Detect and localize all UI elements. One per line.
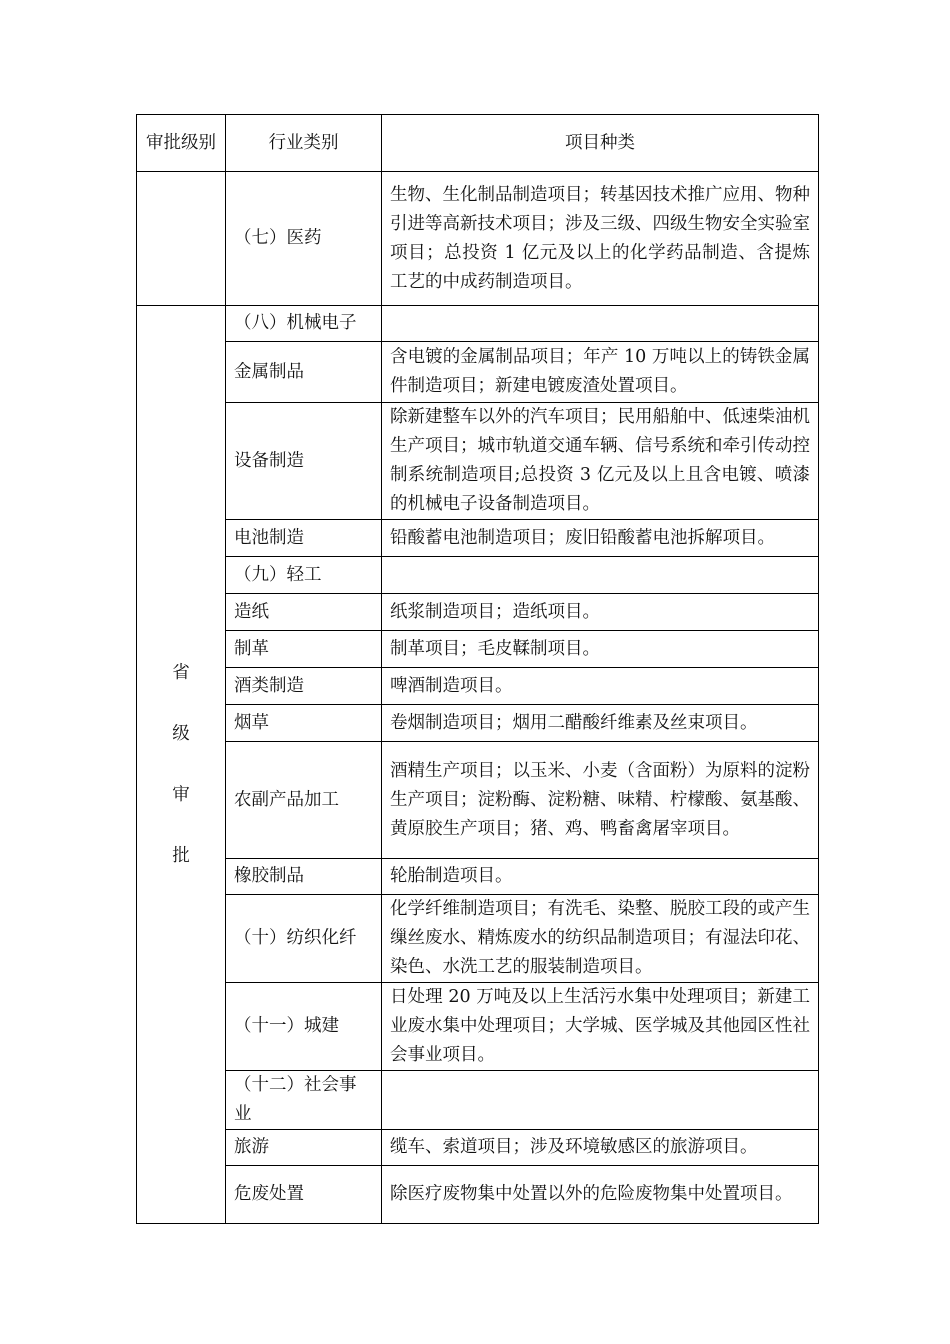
table-row: [137, 983, 819, 1071]
projects-cell: 轮胎制造项目。: [382, 859, 819, 895]
header-projects: 项目种类: [382, 115, 819, 172]
table-row: [137, 1166, 819, 1224]
table-row: [137, 631, 819, 668]
industry-cell: 橡胶制品: [226, 859, 382, 895]
level-char: 审: [172, 784, 190, 805]
projects-cell: [382, 306, 819, 342]
table-row: [137, 306, 819, 342]
approval-table: [136, 114, 819, 1224]
table-row: [137, 520, 819, 557]
industry-cell: 危废处置: [226, 1166, 382, 1224]
industry-cell: 酒类制造: [226, 668, 382, 705]
level-cell-top: [137, 172, 226, 306]
header-industry: 行业类别: [226, 115, 382, 172]
projects-cell: 含电镀的金属制品项目；年产 10 万吨以上的铸铁金属件制造项目；新建电镀废渣处置项目。: [382, 342, 819, 403]
industry-cell: 农副产品加工: [226, 742, 382, 859]
table-header-row: [137, 115, 819, 172]
industry-cell: 金属制品: [226, 342, 382, 403]
level-char: 级: [172, 723, 190, 744]
table-row: [137, 403, 819, 520]
projects-cell: 啤酒制造项目。: [382, 668, 819, 705]
level-cell-provincial: [137, 306, 226, 1224]
level-char: 省: [172, 662, 190, 683]
industry-cell: （十二）社会事业: [226, 1071, 382, 1130]
projects-cell: 铅酸蓄电池制造项目；废旧铅酸蓄电池拆解项目。: [382, 520, 819, 557]
projects-cell: 卷烟制造项目；烟用二醋酸纤维素及丝束项目。: [382, 705, 819, 742]
industry-cell: 设备制造: [226, 403, 382, 520]
projects-cell: [382, 557, 819, 594]
table-row: [137, 557, 819, 594]
projects-cell: 制革项目；毛皮鞣制项目。: [382, 631, 819, 668]
projects-cell: 日处理 20 万吨及以上生活污水集中处理项目；新建工业废水集中处理项目；大学城、医学城及其他园区性社会事业项目。: [382, 983, 819, 1071]
table-row: [137, 172, 819, 306]
industry-cell: 电池制造: [226, 520, 382, 557]
projects-cell: 除医疗废物集中处置以外的危险废物集中处置项目。: [382, 1166, 819, 1224]
table-row: [137, 859, 819, 895]
table-row: [137, 1071, 819, 1130]
industry-cell: 制革: [226, 631, 382, 668]
table-row: [137, 742, 819, 859]
industry-cell: 烟草: [226, 705, 382, 742]
projects-cell: 生物、生化制品制造项目；转基因技术推广应用、物种引进等高新技术项目；涉及三级、四级生物安全实验室项目；总投资 1 亿元及以上的化学药品制造、含提炼工艺的中成药制造项目。: [382, 172, 819, 306]
table-row: [137, 1130, 819, 1166]
industry-cell: （十）纺织化纤: [226, 895, 382, 983]
industry-cell: （十一）城建: [226, 983, 382, 1071]
table-row: [137, 668, 819, 705]
level-char: 批: [172, 845, 190, 866]
projects-cell: 酒精生产项目；以玉米、小麦（含面粉）为原料的淀粉生产项目；淀粉酶、淀粉糖、味精、柠檬酸、氨基酸、黄原胶生产项目；猪、鸡、鸭畜禽屠宰项目。: [382, 742, 819, 859]
projects-cell: 缆车、索道项目；涉及环境敏感区的旅游项目。: [382, 1130, 819, 1166]
table-row: [137, 342, 819, 403]
industry-cell: （七）医药: [226, 172, 382, 306]
header-level: 审批级别: [137, 115, 226, 172]
projects-cell: 除新建整车以外的汽车项目；民用船舶中、低速柴油机生产项目；城市轨道交通车辆、信号系统和牵引传动控制系统制造项目;总投资 3 亿元及以上且含电镀、喷漆的机械电子设备制造项目。: [382, 403, 819, 520]
projects-cell: [382, 1071, 819, 1130]
industry-cell: （八）机械电子: [226, 306, 382, 342]
projects-cell: 化学纤维制造项目；有洗毛、染整、脱胶工段的或产生缫丝废水、精炼废水的纺织品制造项目；有湿法印花、染色、水洗工艺的服装制造项目。: [382, 895, 819, 983]
table-row: [137, 594, 819, 631]
table-row: [137, 705, 819, 742]
industry-cell: 造纸: [226, 594, 382, 631]
industry-cell: （九）轻工: [226, 557, 382, 594]
table-row: [137, 895, 819, 983]
projects-cell: 纸浆制造项目；造纸项目。: [382, 594, 819, 631]
industry-cell: 旅游: [226, 1130, 382, 1166]
